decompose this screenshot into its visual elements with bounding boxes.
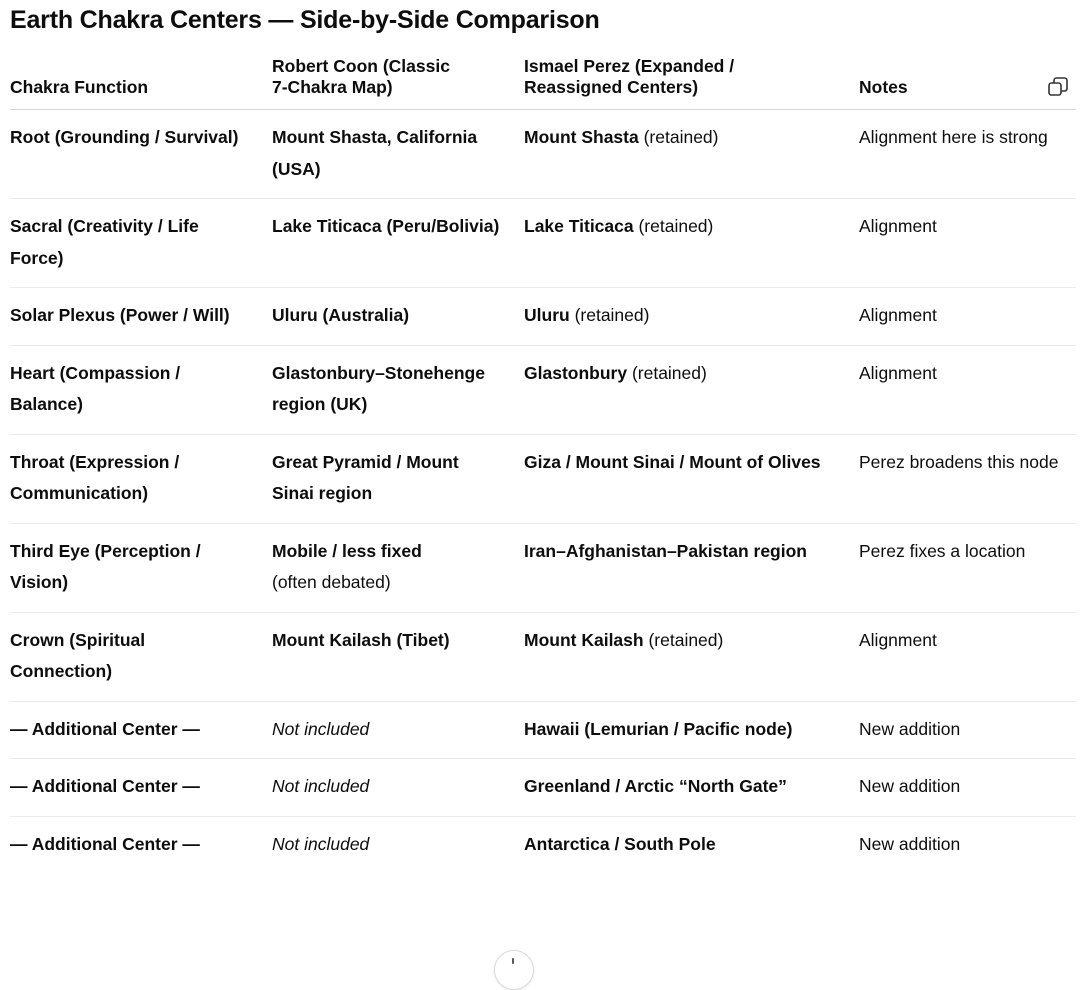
perez-retained-note: (retained): [627, 362, 707, 383]
table-row: [10, 816, 1076, 873]
cell-chakra-function: Third Eye (Perception / Vision): [10, 523, 272, 612]
perez-retained-note: (retained): [643, 629, 724, 650]
cell-ismael-perez: [524, 759, 859, 817]
perez-location: Hawaii (Lemurian / Pacific node): [524, 718, 793, 739]
cell-chakra-function: Heart (Compassion / Balance): [10, 345, 272, 434]
perez-location: Giza / Mount Sinai / Mount of Olives: [524, 451, 821, 472]
cell-notes: Alignment: [859, 612, 1076, 701]
coon-note: (often debated): [272, 572, 391, 592]
table-row: [10, 288, 1076, 346]
cell-chakra-function: — Additional Center —: [10, 759, 272, 817]
perez-location: Greenland / Arctic “North Gate”: [524, 776, 787, 796]
table-row: [10, 759, 1076, 817]
table-row: [10, 199, 1076, 288]
cell-ismael-perez: [524, 199, 859, 288]
header-ismael-perez: [524, 56, 859, 110]
cell-chakra-function: Solar Plexus (Power / Will): [10, 288, 272, 346]
perez-location: Lake Titicaca: [524, 216, 634, 236]
cell-notes: New addition: [859, 759, 1076, 817]
perez-retained-note: (retained): [569, 305, 650, 325]
scroll-down-button[interactable]: [494, 950, 534, 990]
table-row: [10, 345, 1076, 434]
cell-robert-coon: Mount Shasta, California (USA): [272, 110, 524, 199]
cell-robert-coon: Glastonbury–Stonehenge region (UK): [272, 345, 524, 434]
header-ismael-perez-line2: Reassigned Centers): [524, 77, 699, 97]
header-chakra-function: Chakra Function: [10, 56, 272, 110]
cell-notes: Alignment: [859, 288, 1076, 346]
perez-location: Glastonbury: [524, 362, 628, 383]
cell-robert-coon: [272, 701, 524, 759]
header-notes: [859, 56, 1076, 110]
cell-robert-coon: Great Pyramid / Mount Sinai region: [272, 434, 524, 523]
header-notes-label: Notes: [859, 77, 908, 97]
header-ismael-perez-line1: Ismael Perez (Expanded /: [524, 56, 735, 76]
table-row: [10, 523, 1076, 612]
perez-location: Antarctica / South Pole: [524, 833, 716, 854]
cell-notes: New addition: [859, 701, 1076, 759]
cell-robert-coon: Mount Kailash (Tibet): [272, 612, 524, 701]
coon-location: Mobile / less fixed: [272, 540, 422, 561]
cell-chakra-function: — Additional Center —: [10, 833, 200, 854]
header-robert-coon-line2: 7-Chakra Map): [272, 77, 393, 97]
coon-not-included: Not included: [272, 718, 370, 739]
header-robert-coon-line1: Robert Coon (Classic: [272, 56, 450, 76]
chevron-down-icon: [512, 958, 514, 964]
copy-icon[interactable]: [1046, 75, 1070, 99]
cell-chakra-function: — Additional Center —: [10, 701, 272, 759]
cell-notes: Alignment here is strong: [859, 110, 1076, 199]
cell-ismael-perez: [524, 288, 859, 346]
cell-notes: New addition: [859, 833, 961, 854]
perez-location: Mount Kailash: [524, 629, 644, 650]
cell-chakra-function: Sacral (Creativity / Life Force): [10, 199, 272, 288]
cell-robert-coon: [272, 759, 524, 817]
cell-ismael-perez: [524, 816, 859, 873]
perez-retained-note: (retained): [633, 216, 714, 236]
perez-location: Uluru: [524, 305, 570, 325]
cell-notes: Alignment: [859, 199, 1076, 288]
cell-ismael-perez: [524, 612, 859, 701]
cell-notes: Perez fixes a location: [859, 523, 1076, 612]
cell-ismael-perez: [524, 345, 859, 434]
cell-robert-coon: Lake Titicaca (Peru/Bolivia): [272, 199, 524, 288]
page-title: Earth Chakra Centers — Side-by-Side Comparison: [10, 6, 600, 34]
cell-chakra-function: Root (Grounding / Survival): [10, 110, 272, 199]
cell-chakra-function: Crown (Spiritual Connection): [10, 612, 272, 701]
table-header-row: [10, 56, 1076, 110]
cell-ismael-perez: [524, 110, 859, 199]
perez-location: Mount Shasta: [524, 127, 639, 147]
cell-chakra-function: Throat (Expression / Communication): [10, 434, 272, 523]
cell-ismael-perez: [524, 701, 859, 759]
table-row: [10, 110, 1076, 199]
perez-location: Iran–Afghanistan–Pakistan region: [524, 540, 807, 561]
cell-notes: Alignment: [859, 345, 1076, 434]
perez-retained-note: (retained): [638, 127, 719, 147]
coon-not-included: Not included: [272, 776, 370, 796]
table-row: [10, 434, 1076, 523]
comparison-table: [10, 56, 1076, 873]
table-row: [10, 612, 1076, 701]
header-robert-coon: [272, 56, 524, 110]
cell-ismael-perez: [524, 434, 859, 523]
cell-ismael-perez: [524, 523, 859, 612]
cell-robert-coon: [272, 816, 524, 873]
coon-not-included: Not included: [272, 833, 370, 854]
table-row: [10, 701, 1076, 759]
cell-notes: Perez broadens this node: [859, 434, 1076, 523]
cell-robert-coon: [272, 523, 524, 612]
cell-robert-coon: Uluru (Australia): [272, 288, 524, 346]
